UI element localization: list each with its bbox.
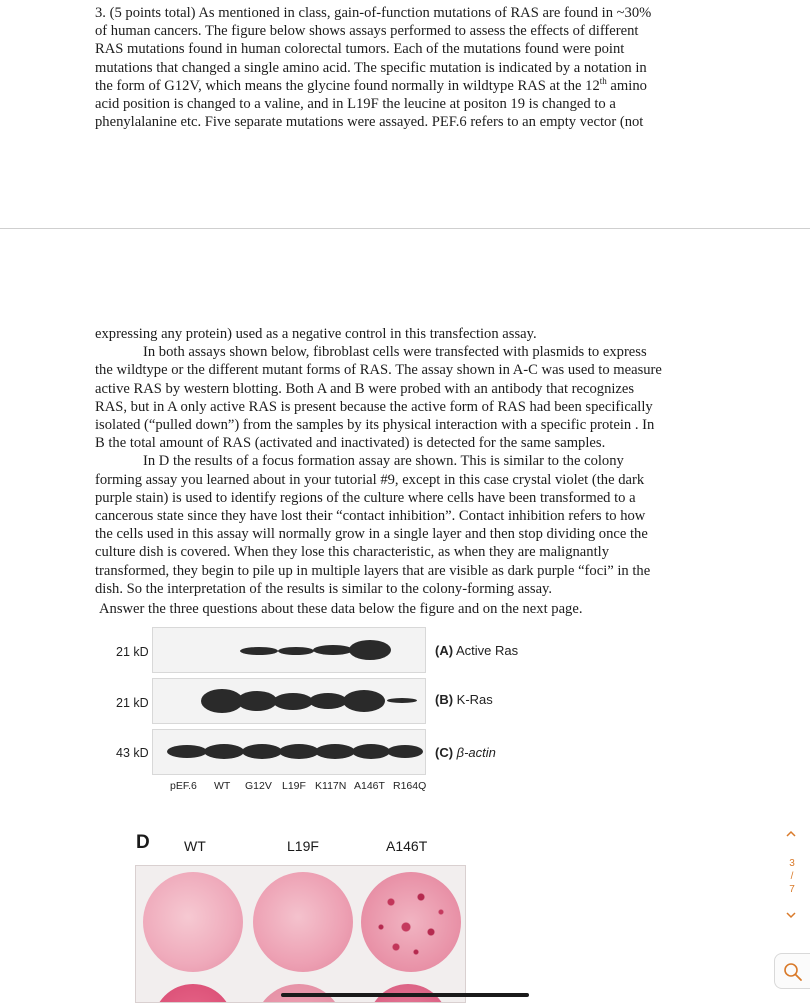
text-line: the wildtype or the different mutant forms of RAS. The assay shown in A-C was used to measure: [95, 362, 662, 379]
band-b-k117n: [309, 693, 347, 709]
document-page-upper: [0, 0, 810, 229]
text-line: dish. So the interpretation of the results is similar to the colony-forming assay.: [95, 580, 553, 597]
text-line: phenylalanine etc. Five separate mutations were assayed. PEF.6 refers to an empty vector (not: [95, 114, 644, 131]
band-b-a146t: [343, 690, 385, 712]
home-indicator[interactable]: [281, 993, 529, 997]
band-c-k117n: [315, 744, 355, 759]
blot-panel-c: [152, 729, 426, 775]
text-line: purple stain) is used to identify regions of the culture where cells have been transformed to a: [95, 489, 636, 506]
band-b-l19f: [273, 693, 313, 710]
text-line: mutations that changed a single amino acid. The specific mutation is indicated by a notation in: [95, 59, 647, 76]
text-segment: the form of G12V, which means the glycine found normally in wildtype RAS at the 12: [95, 77, 600, 94]
well-a146t: [361, 872, 461, 972]
answer-instruction: Answer the three questions about these data below the figure and on the next page.: [99, 601, 583, 617]
band-c-r164q: [387, 745, 423, 758]
text-line: In both assays shown below, fibroblast cells were transfected with plasmids to express: [143, 344, 647, 361]
lane-label: L19F: [282, 780, 306, 792]
culture-plate-image: [135, 865, 466, 1003]
superscript: th: [599, 75, 607, 86]
page-indicator: [786, 857, 798, 896]
blot-a-size-label: 21 kD: [116, 645, 149, 659]
panel-letter: (B): [435, 692, 454, 707]
panel-d-column-label: L19F: [287, 838, 319, 854]
chevron-down-button[interactable]: [785, 908, 802, 926]
text-line: the cells used in this assay will normally grow in a single layer and then stop dividing once the: [95, 526, 648, 543]
lane-label: K117N: [315, 780, 347, 792]
band-c-a146t: [352, 744, 390, 759]
blot-c-size-label: 43 kD: [116, 746, 149, 760]
text-line: isolated (“pulled down”) from the samples by its physical interaction with a specific protein . In: [95, 417, 655, 434]
lane-label: pEF.6: [170, 780, 197, 792]
text-line: acid position is changed to a valine, and in L19F the leucine at positon 19 is changed to a: [95, 96, 616, 113]
magnifier-icon: [782, 961, 804, 983]
chevron-up-icon[interactable]: [785, 827, 802, 843]
question-paragraph-1: [95, 4, 715, 131]
panel-name: Active Ras: [455, 643, 519, 658]
band-c-l19f: [279, 744, 319, 759]
band-a-k117n: [313, 645, 353, 655]
well-l19f: [253, 872, 353, 972]
text-line: culture dish is covered. When they lose this characteristic, as when they are malignantly: [95, 544, 609, 561]
blot-panel-a: [152, 627, 426, 673]
panel-name: β-actin: [456, 745, 496, 760]
text-line: [95, 77, 715, 95]
band-c-wt: [204, 744, 244, 759]
text-line: 3. (5 points total) As mentioned in class, gain-of-function mutations of RAS are found in ~30%: [95, 5, 652, 21]
chevron-down-icon: [785, 909, 797, 921]
blot-c-title: [435, 745, 496, 760]
text-line: expressing any protein) used as a negative control in this transfection assay.: [95, 326, 537, 342]
zoom-button[interactable]: [774, 953, 810, 989]
page-total: 7: [789, 884, 795, 895]
well-wt: [143, 872, 243, 972]
lane-label: R164Q: [393, 780, 427, 792]
lane-label: A146T: [354, 780, 385, 792]
band-a-g12v: [240, 647, 278, 655]
band-a-l19f: [278, 647, 314, 655]
band-c-pef6: [167, 745, 207, 758]
text-line: RAS, but in A only active RAS is present because the active form of RAS had been specifically: [95, 398, 653, 415]
blot-a-title: [435, 643, 518, 658]
chevron-up-icon: [785, 828, 797, 840]
panel-d-column-label: A146T: [386, 838, 428, 854]
panel-d-letter: D: [136, 832, 150, 853]
band-c-g12v: [242, 744, 282, 759]
band-b-r164q: [387, 698, 417, 703]
panel-letter: (A): [435, 643, 454, 658]
panel-letter: (C): [435, 745, 454, 760]
question-paragraph-2: [95, 325, 720, 598]
text-line: cancerous state since they have lost their “contact inhibition”. Contact inhibition refers to how: [95, 508, 646, 525]
text-line: forming assay you learned about in your tutorial #9, except in this case crystal violet (the dark: [95, 471, 645, 488]
text-line: B the total amount of RAS (activated and inactivated) is detected for the same samples.: [95, 435, 606, 452]
text-line: active RAS by western blotting. Both A and B were probed with an antibody that recognizes: [95, 380, 635, 397]
lane-label: G12V: [245, 780, 272, 792]
blot-b-title: [435, 692, 493, 707]
panel-name: K-Ras: [456, 692, 493, 707]
lane-label: WT: [214, 780, 231, 792]
text-line: RAS mutations found in human colorectal tumors. Each of the mutations found were point: [95, 41, 625, 58]
blot-b-size-label: 21 kD: [116, 696, 149, 710]
text-line: of human cancers. The figure below shows assays performed to assess the effects of different: [95, 23, 639, 40]
panel-d-column-label: WT: [184, 838, 206, 854]
text-line: transformed, they begin to pile up in multiple layers that are visible as dark purple “foci” in the: [95, 562, 651, 579]
page-divider-glyph: /: [790, 871, 794, 882]
band-a-a146t: [349, 640, 391, 660]
well-bottom-left: [153, 984, 233, 1003]
page-current: 3: [789, 858, 795, 869]
blot-panel-b: [152, 678, 426, 724]
band-b-g12v: [237, 691, 277, 711]
text-segment: amino: [606, 77, 647, 94]
text-line: In D the results of a focus formation assay are shown. This is similar to the colony: [143, 453, 624, 470]
